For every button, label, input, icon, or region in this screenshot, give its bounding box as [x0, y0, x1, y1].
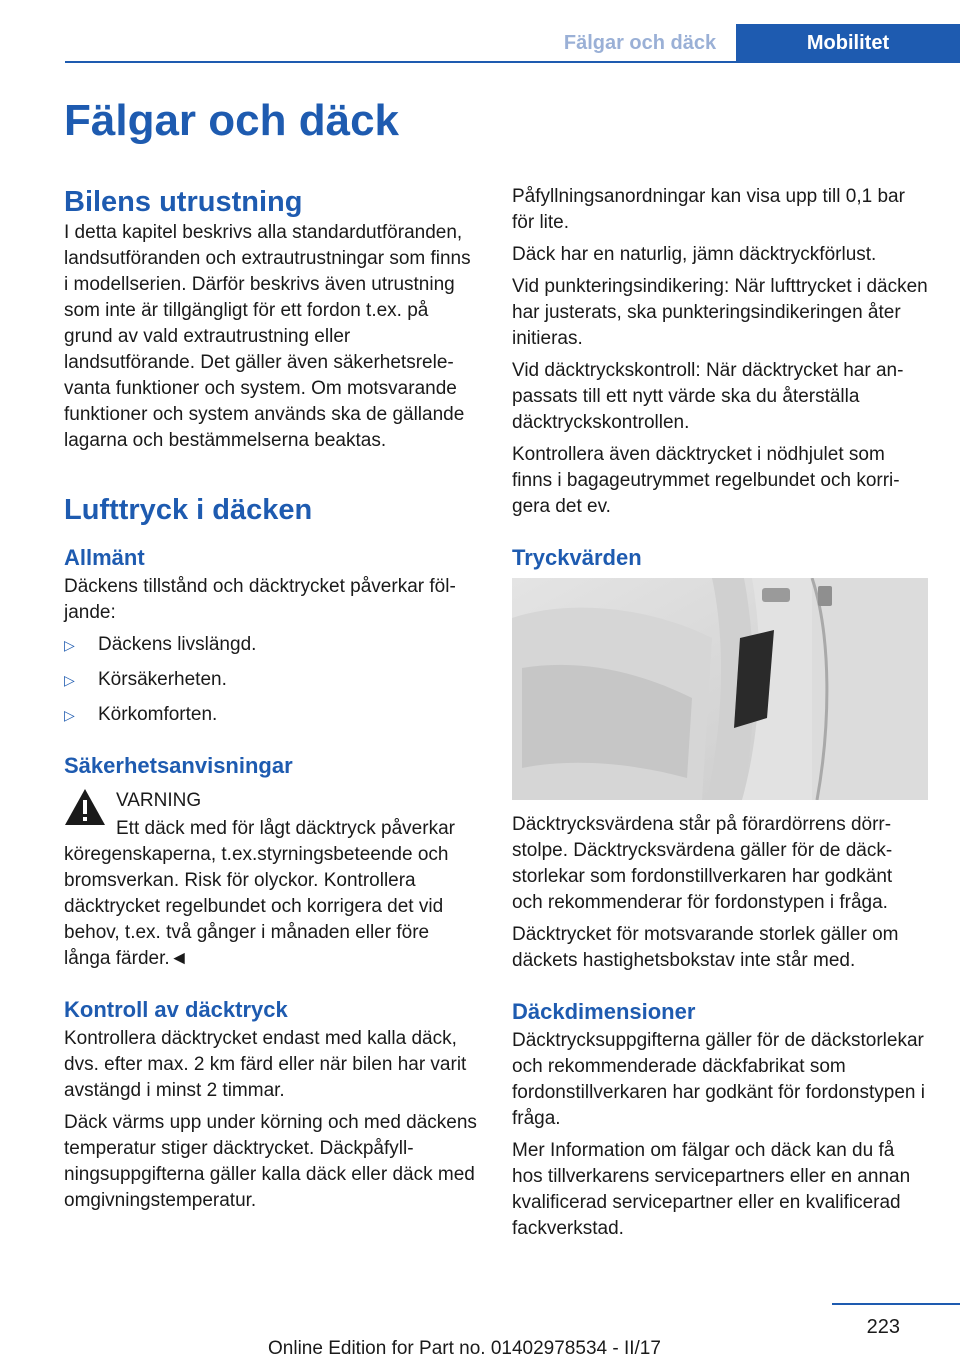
header-section-tab[interactable]: Fälgar och däck — [563, 31, 717, 54]
warning-text-first-line: Ett däck med för lågt däcktryck påverkar — [116, 818, 455, 839]
paragraph-pressure-location: Däcktrycksvärdena står på förardörrens dörrstolpe. Däcktrycksvärdena gäller för de däckstorlekar som fordonstillverkaren har godkänt och rekommenderar för fordonstypen i fråga. — [512, 814, 893, 913]
warning-label: VARNING — [116, 790, 202, 811]
bullet-list — [64, 632, 480, 728]
header-tabs — [544, 24, 960, 62]
heading-equipment: Bilens utrustning — [64, 186, 303, 218]
heading-tire-dimensions: Däckdimensioner — [512, 999, 696, 1024]
heading-tire-pressure: Lufttryck i däcken — [64, 494, 313, 526]
right-column — [512, 184, 928, 1248]
list-item: ▷ Däckens livslängd. — [64, 632, 480, 658]
warning-triangle-icon — [64, 788, 106, 826]
paragraph-more-info: Mer Information om fälgar och däck kan du få hos tillverkarens servicepartners eller en annan kvalificerad servicepartner eller en kvalificerad fackverkstad. — [512, 1140, 911, 1239]
paragraph-check-2: Däck värms upp under körning och med däckens temperatur stiger däcktrycket. Däckpåfyllningsuppgifterna gäller kalla däck eller däck med omgivningstemperatur. — [64, 1112, 477, 1211]
paragraph-speed-letter: Däcktrycket för motsvarande storlek gäller om däckets hastighetsbokstav inte står med. — [512, 924, 899, 971]
warning-box — [64, 788, 480, 972]
heading-pressure-values: Tryckvärden — [512, 545, 642, 570]
heading-safety: Säkerhetsanvisningar — [64, 753, 293, 778]
paragraph-filling-devices: Påfyllningsanordningar kan visa upp till 0,1 bar för lite. — [512, 186, 905, 233]
page-number: 223 — [866, 1316, 900, 1338]
door-pillar-photo — [512, 578, 928, 800]
paragraph-pressure-loss: Däck har en naturlig, jämn däcktryckförlust. — [512, 244, 877, 265]
paragraph-check-1: Kontrollera däcktrycket endast med kalla däck, dvs. efter max. 2 km färd eller när bilen har varit avstängd i minst 2 timmar. — [64, 1028, 467, 1101]
paragraph-pressure-monitor: Vid däcktryckskontroll: När däcktrycket har anpassats till ett nytt värde ska du återställa däcktryckskontrollen. — [512, 360, 904, 433]
paragraph-spare-wheel: Kontrollera även däcktrycket i nödhjulet som finns i bagageutrymmet regelbundet och korrigera det ev. — [512, 444, 900, 517]
list-item: ▷ Körsäkerheten. — [64, 667, 480, 693]
paragraph-dimensions: Däcktrycksuppgifterna gäller för de däckstorlekar och rekommenderade däckfabrikat som fordonstillverkaren har godkänt för fordonstypen i fråga. — [512, 1030, 925, 1129]
triangle-bullet-icon: ▷ — [64, 707, 75, 723]
heading-general: Allmänt — [64, 545, 145, 570]
paragraph-general: Däckens tillstånd och däcktrycket påverkar följande: — [64, 576, 456, 623]
triangle-bullet-icon: ▷ — [64, 637, 75, 653]
header-chapter-tab[interactable]: Mobilitet — [736, 24, 960, 62]
warning-text: köregenskaperna, t.ex.styrningsbeteende och bromsverkan. Risk för olyckor. Kontrollera däcktrycket regelbundet och korrigera det vid behov, t.ex. två gånger i månaden eller före långa färder.◄ — [64, 844, 449, 969]
heading-check: Kontroll av däcktryck — [64, 997, 288, 1022]
list-item: ▷ Körkomforten. — [64, 702, 480, 728]
triangle-bullet-icon: ▷ — [64, 672, 75, 688]
left-column — [64, 184, 480, 1220]
footer-rule — [832, 1303, 960, 1305]
paragraph-equipment: I detta kapitel beskrivs alla standardutföranden, landsutföranden och extrautrustningar som finns i modellserien. Därför beskrivs även utrustning som inte är tillgängligt för ett fordon t.ex. på grund av vald extrautrustning eller landsutförande. Det gäller även säkerhetsrelevanta funktioner och system. Om motsvarande funktioner och system används ska de gällande lagarna och bestämmelserna beaktas. — [64, 222, 471, 451]
edition-note: Online Edition for Part no. 01402978534 - II/17 — [268, 1338, 661, 1359]
header-rule — [65, 61, 960, 63]
paragraph-puncture-indicator: Vid punkteringsindikering: När lufttrycket i däcken har justerats, ska punkteringsindikeringen åter initieras. — [512, 276, 928, 349]
page-title: Fälgar och däck — [64, 96, 400, 145]
